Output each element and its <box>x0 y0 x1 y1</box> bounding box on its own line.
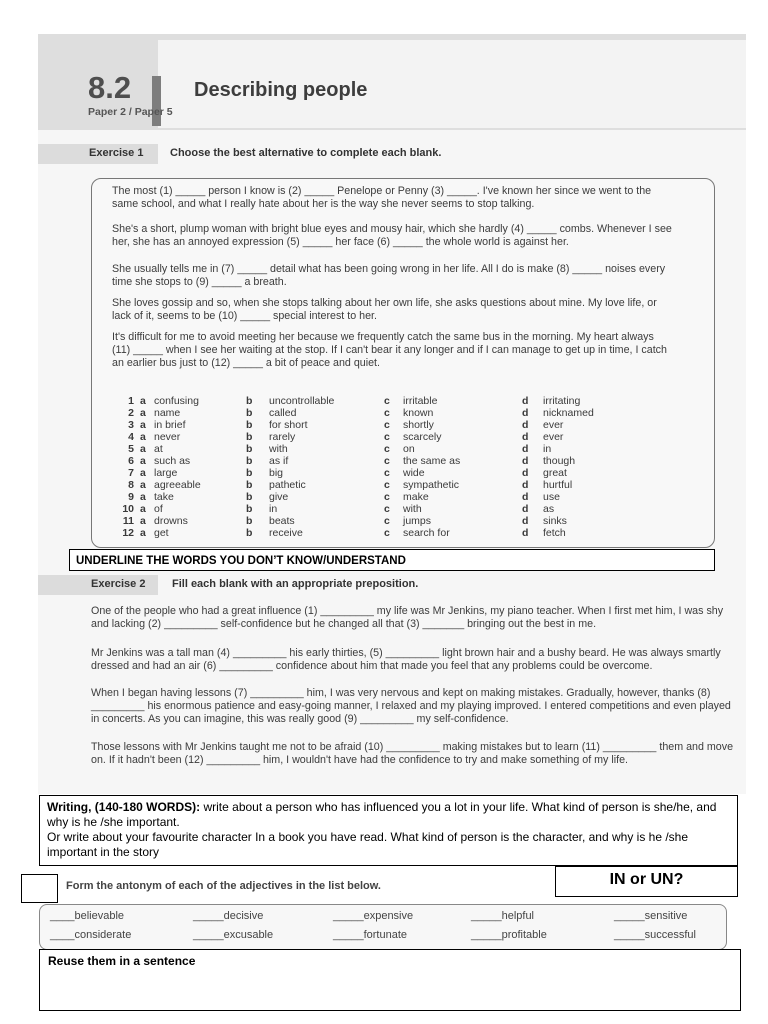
option-d: great <box>543 467 567 479</box>
adjective-item: _____successful <box>614 929 696 941</box>
writing-alternative: Or write about your favourite character In a book you have read. What kind of person is the character, and why is he /she important in the story <box>47 830 689 859</box>
option-number: 4 <box>128 431 134 443</box>
option-c: wide <box>403 467 425 479</box>
option-number: 10 <box>122 503 134 515</box>
letter-a: a <box>140 455 146 467</box>
option-c: on <box>403 443 415 455</box>
letter-c: c <box>384 515 390 527</box>
option-row <box>112 443 712 455</box>
letter-b: b <box>246 479 253 491</box>
option-a: never <box>154 431 181 443</box>
option-row <box>112 455 712 467</box>
option-b: receive <box>269 527 303 539</box>
option-b: big <box>269 467 284 479</box>
exercise1-instruction: Choose the best alternative to complete each blank. <box>170 147 442 159</box>
adjective-item: ____considerate <box>50 929 132 941</box>
letter-a: a <box>140 491 146 503</box>
option-number: 2 <box>128 407 134 419</box>
writing-label: Writing, (140-180 WORDS): <box>47 800 201 814</box>
exercise1-text <box>112 185 672 370</box>
adjective-item: _____sensitive <box>614 910 688 922</box>
exercise2-paragraph: When I began having lessons (7) _________ him, I was very nervous and kept on making mistakes. Gradually, however, thanks (8) _________ his enormous patience and easy-going manner, I relaxed and my playing improved. I entered competitions and even played in concerts. As you can imagine, this was really good (9) _________ my self-confidence. <box>91 687 731 725</box>
letter-b: b <box>246 431 253 443</box>
letter-a: a <box>140 479 146 491</box>
option-d: though <box>543 455 576 467</box>
letter-d: d <box>522 455 529 467</box>
option-number: 3 <box>128 419 134 431</box>
exercise2-paragraph: One of the people who had a great influence (1) _________ my life was Mr Jenkins, my piano teacher. When I first met him, I was shy and lacking (2) _________ self-confidence but he changed all that (3) _______ bringing out the best in me. <box>91 605 724 630</box>
option-c: make <box>403 491 429 503</box>
letter-d: d <box>522 407 529 419</box>
adjective-item: _____excusable <box>193 929 274 941</box>
exercise1-paragraph: It's difficult for me to avoid meeting her because we frequently catch the same bus in the morning. My heart always (11) _____ when I see her waiting at the stop. If I can't bear it any longer and if I can manage to get up in time, I catch an earlier bus just to (12) _____ a bit of peace and quiet. <box>112 331 667 369</box>
option-row <box>112 527 712 539</box>
option-b: pathetic <box>269 479 306 491</box>
adjective-item: _____expensive <box>333 910 414 922</box>
option-b: with <box>269 443 288 455</box>
writing-task-box <box>39 795 738 866</box>
option-c: known <box>403 407 434 419</box>
option-a: name <box>154 407 181 419</box>
option-d: as <box>543 503 555 515</box>
option-d: in <box>543 443 552 455</box>
letter-a: a <box>140 407 146 419</box>
option-row <box>112 395 712 407</box>
option-a: of <box>154 503 163 515</box>
option-c: jumps <box>403 515 432 527</box>
exercise2-paragraph: Mr Jenkins was a tall man (4) _________ his early thirties, (5) _________ light brown hair and a bushy beard. He was always smartly dressed and had an air (6) _________ confidence about him that made you feel that any problems could be overcome. <box>91 647 721 672</box>
option-c: search for <box>403 527 450 539</box>
option-d: sinks <box>543 515 567 527</box>
letter-c: c <box>384 491 390 503</box>
option-b: uncontrollable <box>269 395 335 407</box>
exercise1-paragraph: The most (1) _____ person I know is (2) _____ Penelope or Penny (3) _____. I've known her since we went to the same school, and what I really hate about her is the way she never seems to stop talking. <box>112 185 652 210</box>
option-number: 8 <box>128 479 134 491</box>
letter-a: a <box>140 431 146 443</box>
answer-box <box>21 874 58 903</box>
option-a: drowns <box>154 515 188 527</box>
header-divider <box>152 76 161 126</box>
option-number: 6 <box>128 455 134 467</box>
letter-c: c <box>384 479 390 491</box>
option-row <box>112 491 712 503</box>
letter-d: d <box>522 479 529 491</box>
letter-c: c <box>384 503 390 515</box>
adjective-item: _____profitable <box>471 929 547 941</box>
letter-b: b <box>246 395 253 407</box>
page-title: Describing people <box>194 79 368 101</box>
exercise2-paragraph: Those lessons with Mr Jenkins taught me not to be afraid (10) _________ making mistakes but to learn (11) _________ them and move on. If it hadn't been (12) _________ him, I wouldn't have had the confidence to try and make something of my life. <box>91 741 734 766</box>
option-b: beats <box>269 515 295 527</box>
unit-number: 8.2 <box>88 70 132 105</box>
option-number: 5 <box>128 443 134 455</box>
letter-a: a <box>140 395 146 407</box>
option-d: irritating <box>543 395 581 407</box>
writing-prompt: write about a person who has influenced you a lot in your life. What kind of person is she/he, and why is he /she important. <box>47 800 717 829</box>
option-number: 9 <box>128 491 134 503</box>
option-c: shortly <box>403 419 434 431</box>
option-a: at <box>154 443 163 455</box>
letter-d: d <box>522 527 529 539</box>
letter-a: a <box>140 467 146 479</box>
letter-c: c <box>384 527 390 539</box>
letter-d: d <box>522 431 529 443</box>
letter-c: c <box>384 455 390 467</box>
in-or-un-box: IN or UN? <box>555 866 738 897</box>
option-b: give <box>269 491 289 503</box>
letter-d: d <box>522 419 529 431</box>
option-row <box>112 431 712 443</box>
reuse-sentence-box: Reuse them in a sentence <box>39 949 741 1011</box>
letter-c: c <box>384 431 390 443</box>
letter-b: b <box>246 467 253 479</box>
option-row <box>112 407 712 419</box>
exercise2-text <box>91 605 741 767</box>
letter-d: d <box>522 491 529 503</box>
adjective-item: ____believable <box>50 910 125 922</box>
letter-c: c <box>384 419 390 431</box>
option-b: rarely <box>269 431 296 443</box>
option-number: 1 <box>128 395 134 407</box>
letter-b: b <box>246 491 253 503</box>
option-row <box>112 515 712 527</box>
option-row <box>112 479 712 491</box>
option-d: use <box>543 491 560 503</box>
letter-d: d <box>522 467 529 479</box>
option-a: take <box>154 491 174 503</box>
antonym-instruction: Form the antonym of each of the adjectives in the list below. <box>66 880 381 892</box>
letter-a: a <box>140 443 146 455</box>
option-b: for short <box>269 419 308 431</box>
option-c: with <box>403 503 422 515</box>
option-b: called <box>269 407 297 419</box>
option-c: scarcely <box>403 431 442 443</box>
letter-c: c <box>384 443 390 455</box>
option-number: 7 <box>128 467 134 479</box>
paper-subtitle: Paper 2 / Paper 5 <box>88 106 173 118</box>
letter-a: a <box>140 419 146 431</box>
option-c: sympathetic <box>403 479 460 491</box>
option-d: nicknamed <box>543 407 594 419</box>
option-row <box>112 503 712 515</box>
letter-a: a <box>140 503 146 515</box>
exercise2-instruction: Fill each blank with an appropriate preposition. <box>172 578 419 590</box>
option-d: ever <box>543 419 564 431</box>
letter-a: a <box>140 515 146 527</box>
adjective-item: _____helpful <box>471 910 535 922</box>
letter-b: b <box>246 455 253 467</box>
option-d: fetch <box>543 527 566 539</box>
option-d: hurtful <box>543 479 573 491</box>
exercise1-paragraph: She loves gossip and so, when she stops talking about her own life, she asks questions about mine. My love life, or lack of it, seems to be (10) _____ special interest to her. <box>112 297 657 322</box>
option-a: agreeable <box>154 479 201 491</box>
underline-note: UNDERLINE THE WORDS YOU DON’T KNOW/UNDERSTAND <box>69 549 715 571</box>
letter-b: b <box>246 407 253 419</box>
letter-d: d <box>522 395 529 407</box>
option-row <box>112 467 712 479</box>
option-row <box>112 419 712 431</box>
option-number: 11 <box>122 515 134 527</box>
option-a: in brief <box>154 419 186 431</box>
option-c: the same as <box>403 455 461 467</box>
letter-b: b <box>246 443 253 455</box>
letter-a: a <box>140 527 146 539</box>
letter-c: c <box>384 467 390 479</box>
exercise1-paragraph: She usually tells me in (7) _____ detail what has been going wrong in her life. All I do is make (8) _____ noises every time she stops to (9) _____ a breath. <box>112 263 666 288</box>
letter-d: d <box>522 515 529 527</box>
letter-d: d <box>522 443 529 455</box>
option-d: ever <box>543 431 564 443</box>
option-a: get <box>154 527 169 539</box>
option-a: confusing <box>154 395 199 407</box>
adjective-item: _____decisive <box>193 910 264 922</box>
exercise1-label: Exercise 1 <box>89 147 144 159</box>
letter-b: b <box>246 503 253 515</box>
option-a: such as <box>154 455 191 467</box>
letter-b: b <box>246 527 253 539</box>
option-number: 12 <box>122 527 134 539</box>
option-a: large <box>154 467 178 479</box>
letter-c: c <box>384 407 390 419</box>
letter-b: b <box>246 515 253 527</box>
exercise1-paragraph: She's a short, plump woman with bright blue eyes and mousy hair, which she hardly (4) _____ combs. Whenever I see her, she has an annoyed expression (5) _____ her face (6) _____ the whole world is against her. <box>112 223 672 248</box>
adjective-item: _____fortunate <box>333 929 408 941</box>
exercise2-label: Exercise 2 <box>91 578 146 590</box>
letter-d: d <box>522 503 529 515</box>
letter-c: c <box>384 395 390 407</box>
option-b: in <box>269 503 278 515</box>
option-b: as if <box>269 455 289 467</box>
letter-b: b <box>246 419 253 431</box>
option-c: irritable <box>403 395 438 407</box>
